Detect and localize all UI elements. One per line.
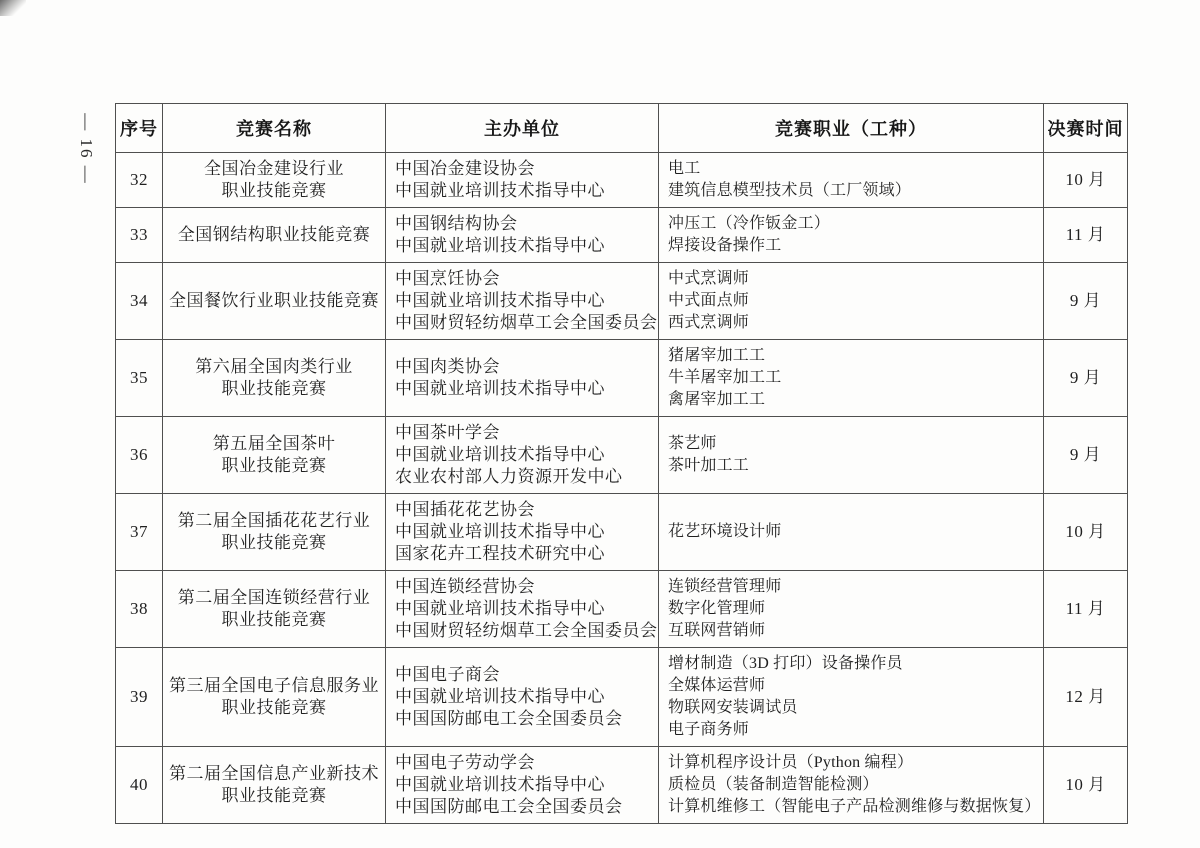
cell-occupations-line: 中式烹调师 bbox=[668, 270, 750, 287]
competition-table-container bbox=[115, 103, 1128, 824]
table-row bbox=[116, 340, 1128, 417]
cell-competition-name bbox=[163, 263, 386, 340]
cell-organizers-line: 中国电子劳动学会 bbox=[395, 753, 535, 772]
cell-occupations-line: 猪屠宰加工工 bbox=[668, 347, 766, 364]
cell-organizers-line: 国家花卉工程技术研究中心 bbox=[395, 544, 605, 563]
cell-serial-number: 37 bbox=[116, 494, 163, 571]
cell-organizers bbox=[386, 648, 659, 747]
cell-occupations-line: 电工 bbox=[668, 160, 701, 177]
cell-organizers-line: 中国就业培训技术指导中心 bbox=[395, 181, 605, 200]
header-final-time: 决赛时间 bbox=[1044, 104, 1128, 153]
page-number: — 16 — bbox=[77, 113, 96, 185]
cell-organizers bbox=[386, 571, 659, 648]
cell-occupations-line: 全媒体运营师 bbox=[668, 677, 766, 694]
header-occupations: 竞赛职业（工种） bbox=[659, 104, 1044, 153]
cell-organizers-line: 中国电子商会 bbox=[395, 665, 500, 684]
cell-occupations bbox=[659, 153, 1044, 208]
cell-occupations-line: 茶艺师 bbox=[668, 435, 717, 452]
scan-corner-artifact bbox=[0, 0, 26, 16]
cell-organizers bbox=[386, 153, 659, 208]
cell-serial-number: 34 bbox=[116, 263, 163, 340]
cell-competition-name bbox=[163, 208, 386, 263]
cell-occupations-line: 焊接设备操作工 bbox=[668, 237, 782, 254]
table-row bbox=[116, 494, 1128, 571]
cell-competition-name-line: 职业技能竞赛 bbox=[221, 456, 327, 475]
cell-final-time: 10 月 bbox=[1044, 747, 1128, 824]
cell-competition-name bbox=[163, 417, 386, 494]
table-row bbox=[116, 263, 1128, 340]
cell-occupations-line: 冲压工（冷作钣金工） bbox=[668, 215, 831, 232]
cell-competition-name bbox=[163, 153, 386, 208]
cell-final-time: 11 月 bbox=[1044, 208, 1128, 263]
cell-occupations-line: 数字化管理师 bbox=[668, 600, 766, 617]
cell-occupations-line: 牛羊屠宰加工工 bbox=[668, 369, 782, 386]
cell-organizers-line: 中国就业培训技术指导中心 bbox=[395, 236, 605, 255]
cell-serial-number: 38 bbox=[116, 571, 163, 648]
cell-organizers bbox=[386, 494, 659, 571]
header-competition-name: 竞赛名称 bbox=[163, 104, 386, 153]
cell-occupations-line: 花艺环境设计师 bbox=[668, 523, 782, 540]
cell-competition-name bbox=[163, 648, 386, 747]
cell-competition-name-line: 职业技能竞赛 bbox=[221, 181, 327, 200]
cell-organizers-line: 中国茶叶学会 bbox=[395, 423, 500, 442]
table-header-row bbox=[116, 104, 1128, 153]
cell-organizers-line: 中国连锁经营协会 bbox=[395, 577, 535, 596]
cell-organizers-line: 中国烹饪协会 bbox=[395, 269, 500, 288]
cell-occupations bbox=[659, 571, 1044, 648]
cell-occupations bbox=[659, 417, 1044, 494]
cell-organizers-line: 中国就业培训技术指导中心 bbox=[395, 291, 605, 310]
table-row bbox=[116, 208, 1128, 263]
table-row bbox=[116, 747, 1128, 824]
header-organizer: 主办单位 bbox=[386, 104, 659, 153]
table-row bbox=[116, 648, 1128, 747]
cell-occupations-line: 中式面点师 bbox=[668, 292, 750, 309]
cell-occupations-line: 增材制造（3D 打印）设备操作员 bbox=[668, 655, 903, 672]
cell-final-time: 9 月 bbox=[1044, 263, 1128, 340]
cell-occupations-line: 茶叶加工工 bbox=[668, 457, 750, 474]
cell-final-time: 9 月 bbox=[1044, 417, 1128, 494]
cell-organizers-line: 中国财贸轻纺烟草工会全国委员会 bbox=[395, 621, 658, 640]
cell-final-time: 9 月 bbox=[1044, 340, 1128, 417]
cell-organizers-line: 中国就业培训技术指导中心 bbox=[395, 775, 605, 794]
cell-occupations-line: 互联网营销师 bbox=[668, 622, 766, 639]
cell-competition-name bbox=[163, 571, 386, 648]
cell-organizers-line: 中国财贸轻纺烟草工会全国委员会 bbox=[395, 313, 658, 332]
cell-final-time: 11 月 bbox=[1044, 571, 1128, 648]
cell-organizers-line: 中国国防邮电工会全国委员会 bbox=[395, 797, 623, 816]
cell-organizers-line: 中国就业培训技术指导中心 bbox=[395, 687, 605, 706]
cell-competition-name-line: 第五届全国茶叶 bbox=[212, 434, 336, 453]
cell-competition-name-line: 全国冶金建设行业 bbox=[204, 159, 344, 178]
cell-competition-name-line: 第六届全国肉类行业 bbox=[195, 357, 353, 376]
cell-occupations-line: 物联网安装调试员 bbox=[668, 699, 798, 716]
cell-organizers-line: 中国肉类协会 bbox=[395, 357, 500, 376]
cell-occupations-line: 西式烹调师 bbox=[668, 314, 750, 331]
cell-competition-name bbox=[163, 747, 386, 824]
cell-competition-name-line: 职业技能竞赛 bbox=[221, 533, 327, 552]
header-serial-number: 序号 bbox=[116, 104, 163, 153]
cell-competition-name-line: 第三届全国电子信息服务业 bbox=[169, 676, 379, 695]
table-row bbox=[116, 571, 1128, 648]
cell-competition-name-line: 职业技能竞赛 bbox=[221, 379, 327, 398]
cell-occupations-line: 计算机程序设计员（Python 编程） bbox=[668, 754, 914, 771]
cell-organizers-line: 中国就业培训技术指导中心 bbox=[395, 445, 605, 464]
table-body bbox=[116, 153, 1128, 824]
cell-competition-name-line: 全国钢结构职业技能竞赛 bbox=[177, 225, 371, 244]
cell-serial-number: 40 bbox=[116, 747, 163, 824]
cell-competition-name-line: 第二届全国连锁经营行业 bbox=[177, 588, 371, 607]
cell-serial-number: 36 bbox=[116, 417, 163, 494]
table-row bbox=[116, 417, 1128, 494]
cell-organizers bbox=[386, 340, 659, 417]
cell-occupations bbox=[659, 747, 1044, 824]
cell-competition-name-line: 全国餐饮行业职业技能竞赛 bbox=[169, 291, 379, 310]
cell-competition-name-line: 职业技能竞赛 bbox=[221, 786, 327, 805]
cell-organizers-line: 中国就业培训技术指导中心 bbox=[395, 522, 605, 541]
cell-organizers bbox=[386, 747, 659, 824]
cell-occupations-line: 建筑信息模型技术员（工厂领域） bbox=[668, 182, 912, 199]
cell-competition-name bbox=[163, 340, 386, 417]
cell-occupations bbox=[659, 208, 1044, 263]
cell-organizers bbox=[386, 263, 659, 340]
cell-occupations bbox=[659, 263, 1044, 340]
cell-final-time: 12 月 bbox=[1044, 648, 1128, 747]
cell-organizers-line: 中国就业培训技术指导中心 bbox=[395, 599, 605, 618]
cell-final-time: 10 月 bbox=[1044, 494, 1128, 571]
cell-final-time: 10 月 bbox=[1044, 153, 1128, 208]
cell-occupations-line: 质检员（装备制造智能检测） bbox=[668, 776, 879, 793]
cell-occupations-line: 电子商务师 bbox=[668, 721, 750, 738]
cell-organizers-line: 中国插花花艺协会 bbox=[395, 500, 535, 519]
cell-serial-number: 39 bbox=[116, 648, 163, 747]
cell-organizers-line: 中国就业培训技术指导中心 bbox=[395, 379, 605, 398]
cell-occupations-line: 计算机维修工（智能电子产品检测维修与数据恢复） bbox=[668, 798, 1041, 815]
cell-occupations-line: 禽屠宰加工工 bbox=[668, 391, 766, 408]
competition-table bbox=[115, 103, 1128, 824]
cell-serial-number: 33 bbox=[116, 208, 163, 263]
cell-serial-number: 32 bbox=[116, 153, 163, 208]
cell-occupations bbox=[659, 648, 1044, 747]
cell-serial-number: 35 bbox=[116, 340, 163, 417]
cell-competition-name bbox=[163, 494, 386, 571]
cell-competition-name-line: 第二届全国信息产业新技术 bbox=[169, 764, 379, 783]
cell-occupations bbox=[659, 494, 1044, 571]
cell-organizers bbox=[386, 417, 659, 494]
cell-organizers-line: 中国钢结构协会 bbox=[395, 214, 518, 233]
cell-occupations-line: 连锁经营管理师 bbox=[668, 578, 782, 595]
cell-competition-name-line: 第二届全国插花花艺行业 bbox=[177, 511, 371, 530]
table-row bbox=[116, 153, 1128, 208]
cell-occupations bbox=[659, 340, 1044, 417]
cell-competition-name-line: 职业技能竞赛 bbox=[221, 610, 327, 629]
cell-organizers-line: 中国国防邮电工会全国委员会 bbox=[395, 709, 623, 728]
cell-competition-name-line: 职业技能竞赛 bbox=[221, 698, 327, 717]
cell-organizers-line: 中国冶金建设协会 bbox=[395, 159, 535, 178]
cell-organizers bbox=[386, 208, 659, 263]
cell-organizers-line: 农业农村部人力资源开发中心 bbox=[395, 467, 623, 486]
